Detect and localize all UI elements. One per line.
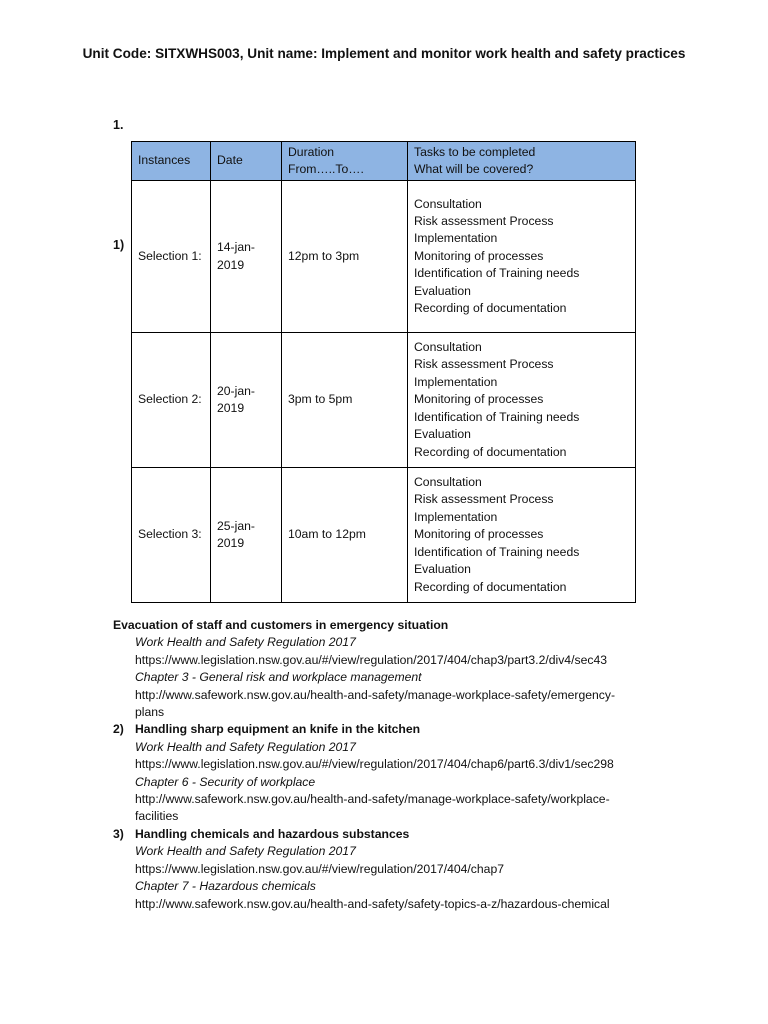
reference-heading: [113, 617, 713, 634]
table-row: [132, 333, 636, 468]
reference-number: 2): [113, 722, 124, 737]
reference-body: [113, 843, 713, 913]
reference-heading-text: Evacuation of staff and customers in emergency situation: [113, 618, 449, 632]
reference-heading-text: Handling sharp equipment an knife in the kitchen: [135, 722, 421, 737]
reference-heading-text: Handling chemicals and hazardous substances: [135, 826, 410, 841]
header-tasks-line2: What will be covered?: [414, 162, 534, 176]
task-item: Evaluation: [414, 283, 471, 298]
task-item: Risk assessment Process: [414, 213, 554, 228]
header-date-label: Date: [217, 153, 243, 168]
task-item: Recording of documentation: [414, 579, 567, 594]
reference-body: [113, 634, 713, 721]
task-item: Implementation: [414, 509, 498, 524]
chapter-link-line1[interactable]: http://www.safework.nsw.gov.au/health-and-safety/manage-workplace-safety/emergency-: [135, 687, 616, 702]
cell-instance: Selection 2:: [132, 333, 211, 468]
cell-tasks: [408, 468, 636, 603]
regulation-link[interactable]: https://www.legislation.nsw.gov.au/#/view/regulation/2017/404/chap6/part6.3/div1/sec298: [135, 757, 614, 772]
cell-duration: 12pm to 3pm: [282, 181, 408, 333]
chapter-link[interactable]: [135, 687, 713, 722]
chapter-link-line2[interactable]: plans: [135, 705, 165, 720]
task-item: Monitoring of processes: [414, 527, 544, 542]
cell-date-line2: 2019: [217, 401, 245, 415]
chapter-link-line2[interactable]: facilities: [135, 809, 179, 824]
cell-date-line2: 2019: [217, 257, 245, 272]
reference-body: [113, 739, 713, 826]
cell-date-line1: 25-jan-: [217, 518, 255, 533]
cell-instance: Selection 3:: [132, 468, 211, 603]
cell-tasks: [408, 181, 636, 333]
reference-item: [113, 721, 713, 825]
page-title: Unit Code: SITXWHS003, Unit name: Implement and monitor work health and safety practices: [82, 46, 686, 61]
task-item: Recording of documentation: [414, 301, 567, 316]
task-item: Implementation: [414, 374, 498, 389]
cell-date-line1: 14-jan-: [217, 240, 255, 255]
task-item: Monitoring of processes: [414, 248, 544, 263]
reference-heading: [113, 826, 713, 843]
task-item: Risk assessment Process: [414, 357, 554, 372]
task-item: Consultation: [414, 340, 482, 355]
task-item: Identification of Training needs: [414, 544, 580, 559]
reference-heading: [113, 721, 713, 738]
chapter-link-line1[interactable]: http://www.safework.nsw.gov.au/health-and-safety/manage-workplace-safety/workplace-: [135, 792, 610, 807]
header-date: [211, 142, 282, 181]
task-item: Consultation: [414, 196, 482, 211]
header-tasks: [408, 142, 636, 181]
regulation-link[interactable]: https://www.legislation.nsw.gov.au/#/view/regulation/2017/404/chap3/part3.2/div4/sec43: [135, 652, 607, 667]
table-header-row: [132, 142, 636, 181]
task-item: Recording of documentation: [414, 444, 567, 459]
header-instances: [132, 142, 211, 181]
chapter-title: Chapter 7 - Hazardous chemicals: [135, 879, 316, 894]
reference-item: [113, 617, 713, 721]
header-duration: [282, 142, 408, 181]
cell-date-line1: 20-jan-: [217, 383, 255, 398]
header-instances-label: Instances: [138, 153, 191, 168]
task-item: Implementation: [414, 231, 498, 246]
chapter-link[interactable]: http://www.safework.nsw.gov.au/health-and-safety/safety-topics-a-z/hazardous-chemical: [135, 896, 610, 911]
header-duration-line1: Duration: [288, 144, 335, 159]
item-marker-1: 1): [113, 238, 125, 252]
header-duration-line2: From…..To….: [288, 162, 364, 176]
task-item: Identification of Training needs: [414, 266, 580, 281]
table-row: [132, 181, 636, 333]
cell-date: [211, 181, 282, 333]
regulation-link[interactable]: https://www.legislation.nsw.gov.au/#/view/regulation/2017/404/chap7: [135, 861, 505, 876]
task-item: Evaluation: [414, 427, 471, 442]
task-item: Consultation: [414, 475, 482, 490]
chapter-title: Chapter 3 - General risk and workplace management: [135, 670, 422, 685]
cell-date: [211, 333, 282, 468]
table-row: [132, 468, 636, 603]
regulation-title: Work Health and Safety Regulation 2017: [135, 844, 356, 859]
task-item: Evaluation: [414, 562, 471, 577]
question-number: 1.: [113, 118, 124, 132]
cell-date-line2: 2019: [217, 536, 245, 550]
header-tasks-line1: Tasks to be completed: [414, 144, 536, 159]
cell-date: [211, 468, 282, 603]
reference-number: 3): [113, 826, 124, 841]
cell-instance: Selection 1:: [132, 181, 211, 333]
regulation-title: Work Health and Safety Regulation 2017: [135, 739, 356, 754]
reference-list: [113, 617, 713, 913]
cell-duration: 3pm to 5pm: [282, 333, 408, 468]
chapter-title: Chapter 6 - Security of workplace: [135, 774, 316, 789]
schedule-table: [131, 141, 636, 603]
task-item: Monitoring of processes: [414, 392, 544, 407]
task-item: Risk assessment Process: [414, 492, 554, 507]
task-item: Identification of Training needs: [414, 409, 580, 424]
cell-duration: 10am to 12pm: [282, 468, 408, 603]
reference-item: [113, 826, 713, 913]
cell-tasks: [408, 333, 636, 468]
chapter-link[interactable]: [135, 791, 713, 826]
regulation-title: Work Health and Safety Regulation 2017: [135, 635, 356, 650]
